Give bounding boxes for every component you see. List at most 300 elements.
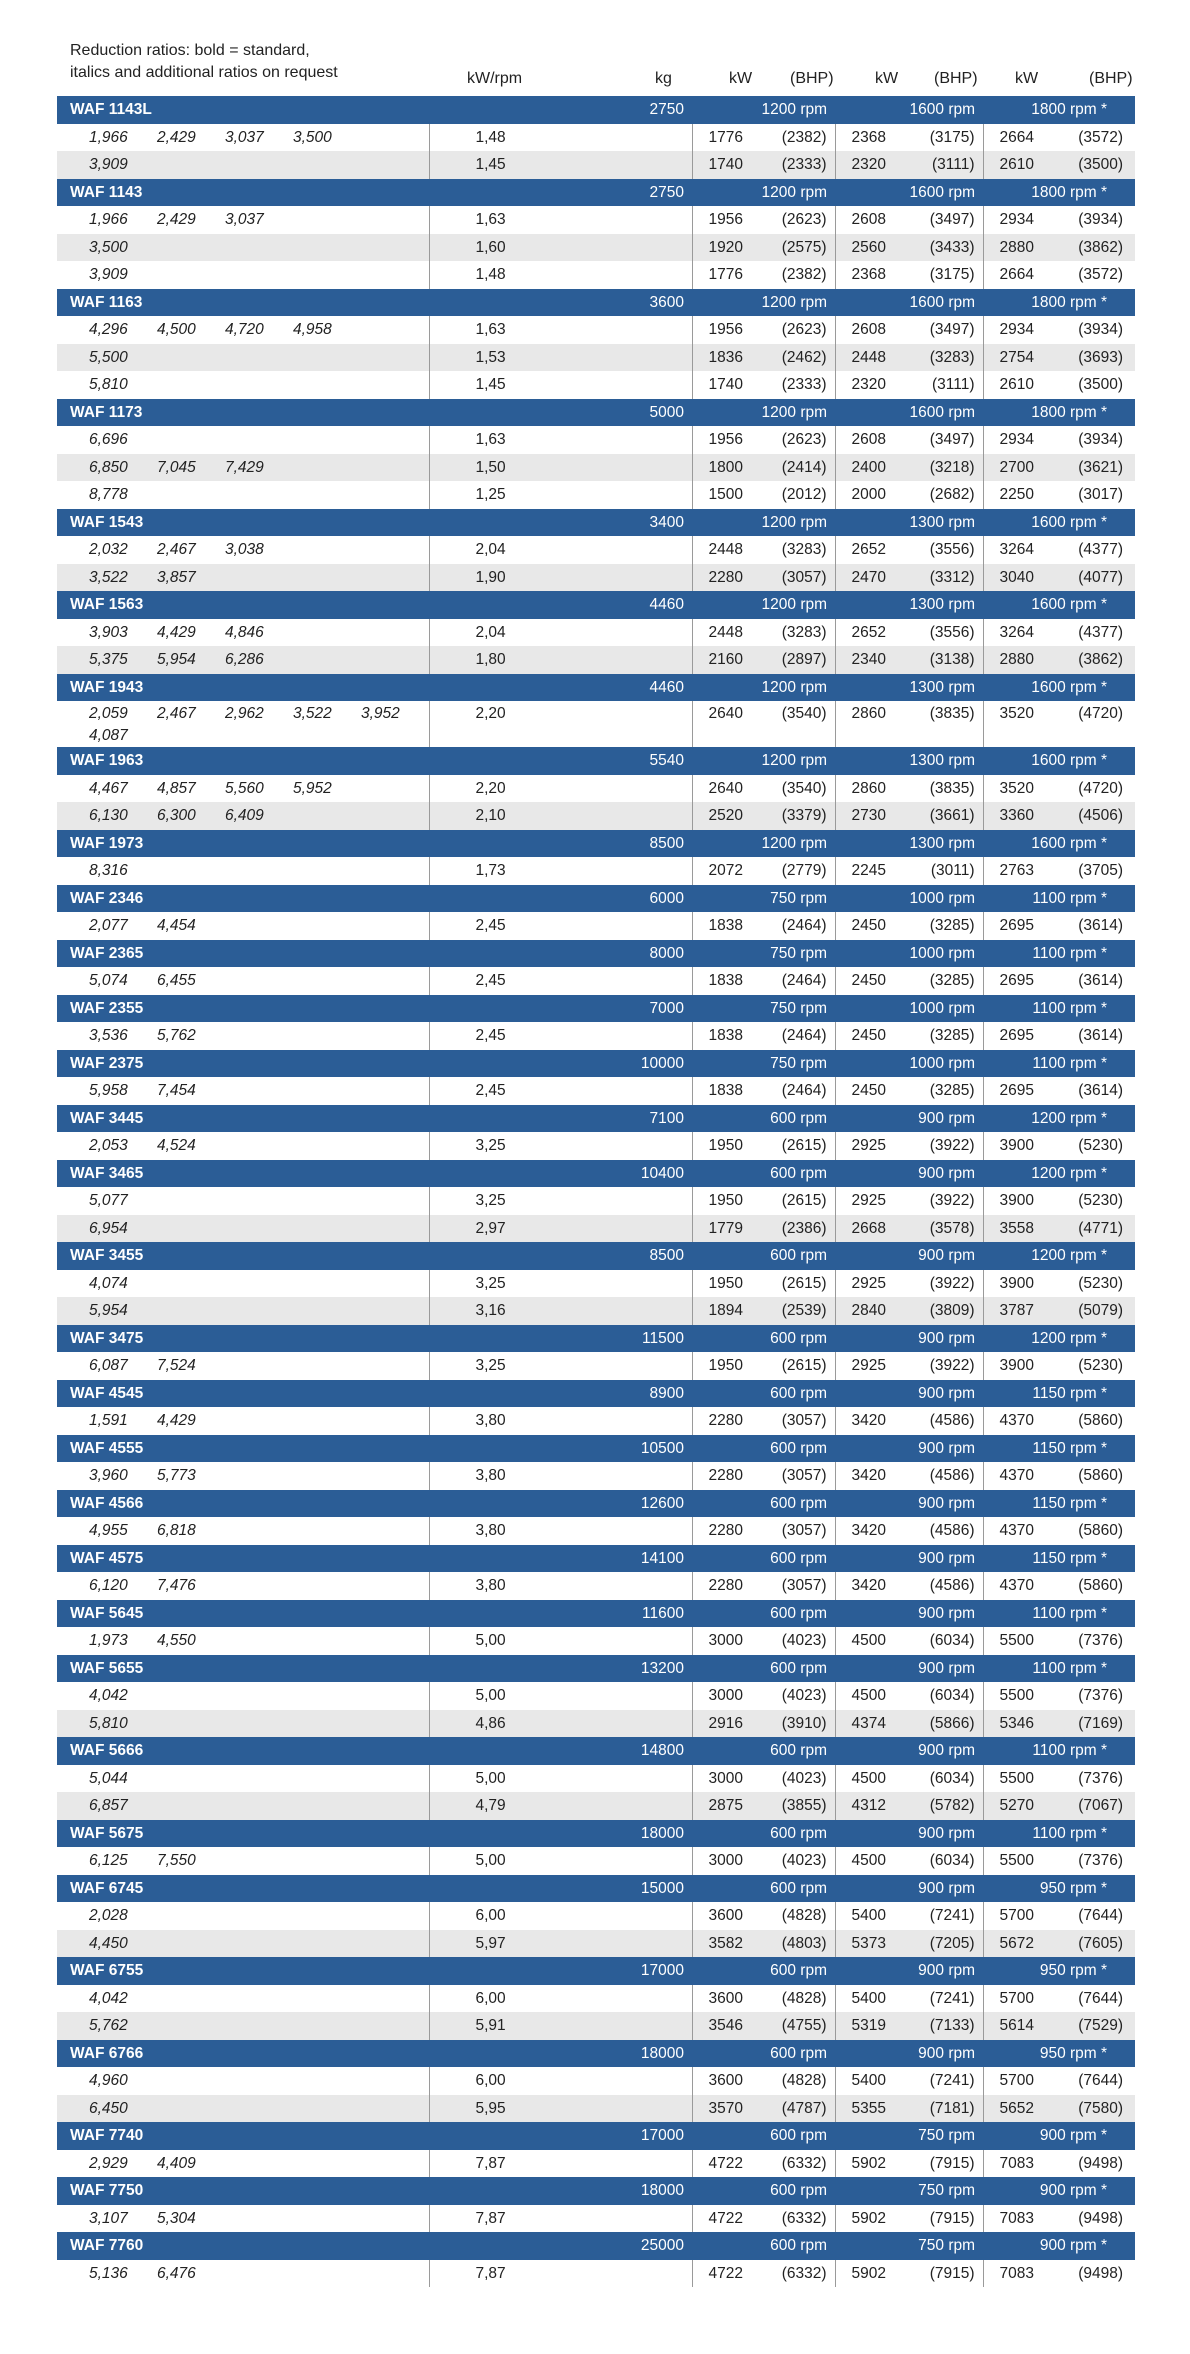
kw-3: 2695 (983, 1077, 1044, 1105)
bhp-1: (2333) (749, 151, 835, 179)
speed-3: 1600 rpm * (983, 674, 1135, 702)
table-row (57, 1682, 1135, 1710)
kw-per-rpm: 5,00 (429, 1682, 692, 1710)
reduction-ratios (57, 1847, 429, 1875)
bhp-2: (6034) (895, 1682, 983, 1710)
speed-1: 1200 rpm (692, 674, 835, 702)
kw-per-rpm: 1,73 (429, 857, 692, 885)
ratio-value: 5,958 (89, 1082, 128, 1099)
speed-2: 1600 rpm (835, 179, 983, 207)
ratio-value: 6,455 (157, 972, 196, 989)
model-header-row (57, 1600, 1135, 1628)
kw-1: 2160 (692, 646, 749, 674)
bhp-3: (7376) (1044, 1682, 1135, 1710)
kw-2: 2340 (835, 646, 895, 674)
kw-per-rpm: 1,80 (429, 646, 692, 674)
speed-2: 1000 rpm (835, 885, 983, 913)
kw-1: 1956 (692, 316, 749, 344)
table-row (57, 967, 1135, 995)
kw-per-rpm: 4,86 (429, 1710, 692, 1738)
ratio-value: 2,028 (89, 1907, 128, 1924)
ratio-value: 2,032 (89, 541, 128, 558)
table-row (57, 701, 1135, 747)
table-row (57, 1407, 1135, 1435)
kw-per-rpm: 6,00 (429, 2067, 692, 2095)
table-row (57, 2260, 1135, 2288)
bhp-3: (7529) (1044, 2012, 1135, 2040)
speed-2: 900 rpm (835, 1820, 983, 1848)
bhp-3: (3614) (1044, 912, 1135, 940)
kw-3: 5270 (983, 1792, 1044, 1820)
reduction-ratios (57, 261, 429, 289)
speed-3: 1600 rpm * (983, 591, 1135, 619)
kw-2: 4500 (835, 1682, 895, 1710)
bhp-2: (6034) (895, 1765, 983, 1793)
kw-2: 2652 (835, 536, 895, 564)
kw2-header: kW (875, 70, 899, 87)
model-header-row (57, 747, 1135, 775)
ratio-value: 1,966 (89, 128, 128, 146)
kw-per-rpm: 7,87 (429, 2260, 692, 2288)
speed-3: 1600 rpm * (983, 509, 1135, 537)
bhp-1: (3057) (749, 564, 835, 592)
bhp-3: (3862) (1044, 646, 1135, 674)
reduction-ratios (57, 1765, 429, 1793)
kw-2: 2925 (835, 1187, 895, 1215)
table-row (57, 261, 1135, 289)
speed-1: 1200 rpm (692, 830, 835, 858)
speed-2: 1000 rpm (835, 1050, 983, 1078)
ratio-value: 5,810 (89, 376, 128, 393)
ratio-value: 3,500 (89, 238, 128, 256)
bhp-3: (3614) (1044, 1022, 1135, 1050)
table-row (57, 1930, 1135, 1958)
bhp-1: (2623) (749, 316, 835, 344)
ratio-value: 3,522 (89, 568, 128, 586)
speed-2: 900 rpm (835, 1655, 983, 1683)
bhp-1: (3540) (749, 701, 835, 747)
model-name: WAF 2355 (57, 995, 429, 1023)
bhp-2: (3218) (895, 454, 983, 482)
ratio-value: 7,454 (157, 1082, 196, 1099)
speed-3: 1100 rpm * (983, 1820, 1135, 1848)
kw-3: 3264 (983, 536, 1044, 564)
bhp-3: (4720) (1044, 775, 1135, 803)
bhp-1: (4023) (749, 1847, 835, 1875)
ratio-value: 4,296 (89, 321, 128, 338)
kw-per-rpm: 1,50 (429, 454, 692, 482)
speed-2: 900 rpm (835, 1242, 983, 1270)
bhp1-header: (BHP) (790, 70, 834, 87)
reduction-ratios (57, 1022, 429, 1050)
reduction-ratios (57, 1132, 429, 1160)
ratio-value: 6,125 (89, 1852, 128, 1869)
kw-2: 2860 (835, 701, 895, 747)
kw-per-rpm: 5,91 (429, 2012, 692, 2040)
reduction-ratios (57, 564, 429, 592)
kw-per-rpm: 3,16 (429, 1297, 692, 1325)
model-weight: 12600 (429, 1490, 692, 1518)
kw-2: 2450 (835, 1077, 895, 1105)
speed-2: 900 rpm (835, 1490, 983, 1518)
table-row (57, 344, 1135, 372)
model-weight: 10400 (429, 1160, 692, 1188)
reduction-ratios (57, 2260, 429, 2288)
model-name: WAF 2346 (57, 885, 429, 913)
model-header-row (57, 940, 1135, 968)
speed-3: 900 rpm * (983, 2122, 1135, 2150)
model-name: WAF 1143 (57, 179, 429, 207)
bhp-2: (7915) (895, 2260, 983, 2288)
speed-2: 900 rpm (835, 1545, 983, 1573)
kw-1: 1950 (692, 1132, 749, 1160)
model-weight: 18000 (429, 2177, 692, 2205)
kw-1: 1776 (692, 261, 749, 289)
ratio-value: 5,762 (157, 1027, 196, 1044)
model-header-row (57, 995, 1135, 1023)
ratio-value: 7,550 (157, 1852, 196, 1869)
table-row (57, 1187, 1135, 1215)
kw-per-rpm: 1,63 (429, 206, 692, 234)
speed-1: 1200 rpm (692, 509, 835, 537)
model-header-row (57, 289, 1135, 317)
speed-3: 950 rpm * (983, 1957, 1135, 1985)
speed-2: 1000 rpm (835, 995, 983, 1023)
reduction-ratios (57, 912, 429, 940)
ratio-value: 8,778 (89, 486, 128, 503)
model-name: WAF 5645 (57, 1600, 429, 1628)
speed-3: 1150 rpm * (983, 1435, 1135, 1463)
kw-2: 2470 (835, 564, 895, 592)
kw-1: 2875 (692, 1792, 749, 1820)
kw-1: 3000 (692, 1627, 749, 1655)
bhp-3: (3614) (1044, 1077, 1135, 1105)
ratio-value: 6,476 (157, 2264, 196, 2282)
kw-2: 2652 (835, 619, 895, 647)
bhp-2: (6034) (895, 1627, 983, 1655)
speed-3: 900 rpm * (983, 2177, 1135, 2205)
bhp-1: (2386) (749, 1215, 835, 1243)
model-name: WAF 4545 (57, 1380, 429, 1408)
kw-per-rpm: 2,20 (429, 775, 692, 803)
kw-3: 4370 (983, 1462, 1044, 1490)
bhp-2: (3556) (895, 536, 983, 564)
bhp-2: (4586) (895, 1407, 983, 1435)
reduction-ratios (57, 1187, 429, 1215)
kw1-header: kW (729, 70, 753, 87)
ratio-value: 6,120 (89, 1577, 128, 1594)
kw-1: 2280 (692, 1517, 749, 1545)
model-header-row (57, 1875, 1135, 1903)
kw-per-rpm: 5,95 (429, 2095, 692, 2123)
bhp-3: (4720) (1044, 701, 1135, 747)
speed-1: 600 rpm (692, 2177, 835, 2205)
speed-2: 900 rpm (835, 1435, 983, 1463)
kw-3: 2695 (983, 912, 1044, 940)
ratio-value: 1,973 (89, 1632, 128, 1649)
ratio-value: 5,952 (293, 779, 332, 797)
model-weight: 6000 (429, 885, 692, 913)
reduction-ratios (57, 426, 429, 454)
kw-3: 7083 (983, 2205, 1044, 2233)
bhp-2: (3922) (895, 1187, 983, 1215)
bhp-1: (2575) (749, 234, 835, 262)
table-row (57, 1270, 1135, 1298)
bhp-1: (4828) (749, 1902, 835, 1930)
speed-1: 750 rpm (692, 940, 835, 968)
speed-1: 600 rpm (692, 2232, 835, 2260)
kw-1: 1779 (692, 1215, 749, 1243)
speed-3: 1100 rpm * (983, 1737, 1135, 1765)
bhp-3: (7376) (1044, 1627, 1135, 1655)
kw-per-rpm: 2,45 (429, 912, 692, 940)
kw-1: 3570 (692, 2095, 749, 2123)
bhp-2: (3556) (895, 619, 983, 647)
kw-1: 1836 (692, 344, 749, 372)
bhp-1: (4828) (749, 1985, 835, 2013)
bhp-2: (3011) (895, 857, 983, 885)
reduction-ratios (57, 151, 429, 179)
model-name: WAF 7740 (57, 2122, 429, 2150)
bhp-3: (3862) (1044, 234, 1135, 262)
model-weight: 7000 (429, 995, 692, 1023)
kw-2: 4312 (835, 1792, 895, 1820)
kw-3: 2700 (983, 454, 1044, 482)
bhp-3: (9498) (1044, 2150, 1135, 2178)
model-weight: 14100 (429, 1545, 692, 1573)
ratio-value: 5,044 (89, 1769, 128, 1787)
ratio-value: 5,954 (89, 1302, 128, 1319)
model-header-row (57, 1820, 1135, 1848)
bhp-1: (3283) (749, 536, 835, 564)
speed-2: 900 rpm (835, 1380, 983, 1408)
kw-3: 3900 (983, 1132, 1044, 1160)
reduction-ratios (57, 1930, 429, 1958)
kw-1: 2640 (692, 775, 749, 803)
ratio-value: 6,857 (89, 1797, 128, 1814)
ratio-value: 4,550 (157, 1632, 196, 1649)
speed-3: 1200 rpm * (983, 1242, 1135, 1270)
ratio-value: 3,909 (89, 266, 128, 283)
bhp-3: (3934) (1044, 426, 1135, 454)
kw-1: 1838 (692, 967, 749, 995)
table-row (57, 1297, 1135, 1325)
kw-per-rpm: 1,63 (429, 426, 692, 454)
bhp-3: (5230) (1044, 1132, 1135, 1160)
speed-3: 1200 rpm * (983, 1160, 1135, 1188)
bhp-1: (6332) (749, 2205, 835, 2233)
ratio-value: 5,074 (89, 972, 128, 989)
ratio-value: 6,954 (89, 1219, 128, 1237)
kw-2: 2608 (835, 426, 895, 454)
kw-2: 2608 (835, 206, 895, 234)
kw-3: 2934 (983, 316, 1044, 344)
kw-2: 3420 (835, 1517, 895, 1545)
kw-2: 4500 (835, 1847, 895, 1875)
table-row (57, 1462, 1135, 1490)
speed-2: 1300 rpm (835, 591, 983, 619)
model-name: WAF 3445 (57, 1105, 429, 1133)
model-name: WAF 4575 (57, 1545, 429, 1573)
bhp-3: (3572) (1044, 261, 1135, 289)
bhp-1: (2539) (749, 1297, 835, 1325)
bhp-1: (2779) (749, 857, 835, 885)
ratio-value: 3,037 (225, 128, 264, 146)
reduction-ratios (57, 2067, 429, 2095)
bhp-1: (4803) (749, 1930, 835, 1958)
kw-2: 5902 (835, 2205, 895, 2233)
bhp-3: (3614) (1044, 967, 1135, 995)
speed-3: 1200 rpm * (983, 1105, 1135, 1133)
bhp-1: (2615) (749, 1270, 835, 1298)
kw-per-rpm: 1,45 (429, 151, 692, 179)
speed-1: 600 rpm (692, 1160, 835, 1188)
kw-per-rpm: 7,87 (429, 2150, 692, 2178)
bhp-2: (5866) (895, 1710, 983, 1738)
kw-3: 2695 (983, 1022, 1044, 1050)
speed-1: 600 rpm (692, 1655, 835, 1683)
bhp-2: (3433) (895, 234, 983, 262)
bhp-3: (3934) (1044, 316, 1135, 344)
kw-per-rpm: 6,00 (429, 1902, 692, 1930)
model-name: WAF 1543 (57, 509, 429, 537)
kw-per-rpm: 3,25 (429, 1132, 692, 1160)
reduction-ratios (57, 371, 429, 399)
bhp-1: (3057) (749, 1462, 835, 1490)
bhp-3: (5230) (1044, 1187, 1135, 1215)
bhp-1: (4755) (749, 2012, 835, 2040)
kw-1: 2280 (692, 1407, 749, 1435)
table-row (57, 1215, 1135, 1243)
bhp-3: (3621) (1044, 454, 1135, 482)
kw-2: 2925 (835, 1270, 895, 1298)
reduction-ratios (57, 1710, 429, 1738)
ratio-value: 3,952 (361, 705, 400, 722)
bhp-1: (2414) (749, 454, 835, 482)
speed-1: 600 rpm (692, 1490, 835, 1518)
reduction-ratios (57, 857, 429, 885)
kw-3: 2934 (983, 426, 1044, 454)
table-row (57, 206, 1135, 234)
speed-2: 900 rpm (835, 1105, 983, 1133)
ratio-value: 4,857 (157, 779, 196, 797)
ratio-value: 3,909 (89, 156, 128, 173)
kw-per-rpm: 2,04 (429, 619, 692, 647)
model-weight: 10500 (429, 1435, 692, 1463)
bhp-1: (3540) (749, 775, 835, 803)
speed-2: 1600 rpm (835, 399, 983, 427)
ratio-value: 7,476 (157, 1577, 196, 1594)
table-row (57, 1902, 1135, 1930)
kg-header: kg (655, 70, 672, 87)
kw-3: 2754 (983, 344, 1044, 372)
model-name: WAF 1943 (57, 674, 429, 702)
model-header-row (57, 179, 1135, 207)
kw-1: 1838 (692, 1077, 749, 1105)
ratio-value: 2,962 (225, 705, 264, 722)
speed-2: 750 rpm (835, 2177, 983, 2205)
ratio-value: 2,429 (157, 211, 196, 228)
kw-1: 3000 (692, 1682, 749, 1710)
bhp-1: (3855) (749, 1792, 835, 1820)
speed-1: 750 rpm (692, 885, 835, 913)
bhp2-header: (BHP) (934, 70, 978, 87)
reduction-ratios (57, 1462, 429, 1490)
speed-1: 600 rpm (692, 1242, 835, 1270)
bhp-3: (4077) (1044, 564, 1135, 592)
speed-2: 900 rpm (835, 1325, 983, 1353)
ratio-value: 4,846 (225, 623, 264, 641)
bhp-3: (7644) (1044, 2067, 1135, 2095)
table-row (57, 2012, 1135, 2040)
kw-2: 5902 (835, 2150, 895, 2178)
kw-1: 1950 (692, 1352, 749, 1380)
bhp-3: (3572) (1044, 124, 1135, 152)
table-row (57, 2205, 1135, 2233)
bhp-2: (3111) (895, 371, 983, 399)
kw-3: 3900 (983, 1270, 1044, 1298)
model-weight: 14800 (429, 1737, 692, 1765)
kw-2: 2320 (835, 371, 895, 399)
ratio-value: 3,107 (89, 2209, 128, 2227)
table-row (57, 1627, 1135, 1655)
bhp-3: (3017) (1044, 481, 1135, 509)
model-header-row (57, 1242, 1135, 1270)
bhp-1: (3379) (749, 802, 835, 830)
model-name: WAF 3455 (57, 1242, 429, 1270)
bhp-1: (4023) (749, 1682, 835, 1710)
bhp-3: (5860) (1044, 1407, 1135, 1435)
kw-3: 7083 (983, 2150, 1044, 2178)
reduction-ratios (57, 967, 429, 995)
kw-2: 2608 (835, 316, 895, 344)
model-weight: 2750 (429, 96, 692, 124)
kw-3: 5700 (983, 1985, 1044, 2013)
kw-3: 4370 (983, 1572, 1044, 1600)
ratio-value: 4,720 (225, 321, 264, 338)
speed-3: 1800 rpm * (983, 179, 1135, 207)
bhp-3: (3500) (1044, 151, 1135, 179)
model-weight: 8500 (429, 1242, 692, 1270)
kw-per-rpm: 1,45 (429, 371, 692, 399)
kw-1: 1776 (692, 124, 749, 152)
kw-per-rpm: 2,20 (429, 701, 692, 747)
reduction-ratios (57, 536, 429, 564)
ratio-value: 4,429 (157, 1412, 196, 1429)
ratio-value: 7,429 (225, 458, 264, 476)
kw-2: 2668 (835, 1215, 895, 1243)
model-header-row (57, 399, 1135, 427)
kw-3: 7083 (983, 2260, 1044, 2288)
reduction-ratios (57, 2095, 429, 2123)
kw-1: 2280 (692, 1462, 749, 1490)
ratio-value: 3,903 (89, 623, 128, 641)
bhp-2: (3285) (895, 912, 983, 940)
kw3-header: kW (1015, 70, 1039, 87)
ratio-value: 5,077 (89, 1192, 128, 1209)
bhp-1: (2615) (749, 1352, 835, 1380)
bhp-1: (4787) (749, 2095, 835, 2123)
bhp-2: (2682) (895, 481, 983, 509)
bhp-3: (3705) (1044, 857, 1135, 885)
bhp-3: (7376) (1044, 1765, 1135, 1793)
ratio-value: 3,500 (293, 128, 332, 146)
kw-3: 5614 (983, 2012, 1044, 2040)
ratio-value: 5,304 (157, 2209, 196, 2227)
reduction-ratios (57, 1517, 429, 1545)
model-name: WAF 2375 (57, 1050, 429, 1078)
table-row (57, 426, 1135, 454)
